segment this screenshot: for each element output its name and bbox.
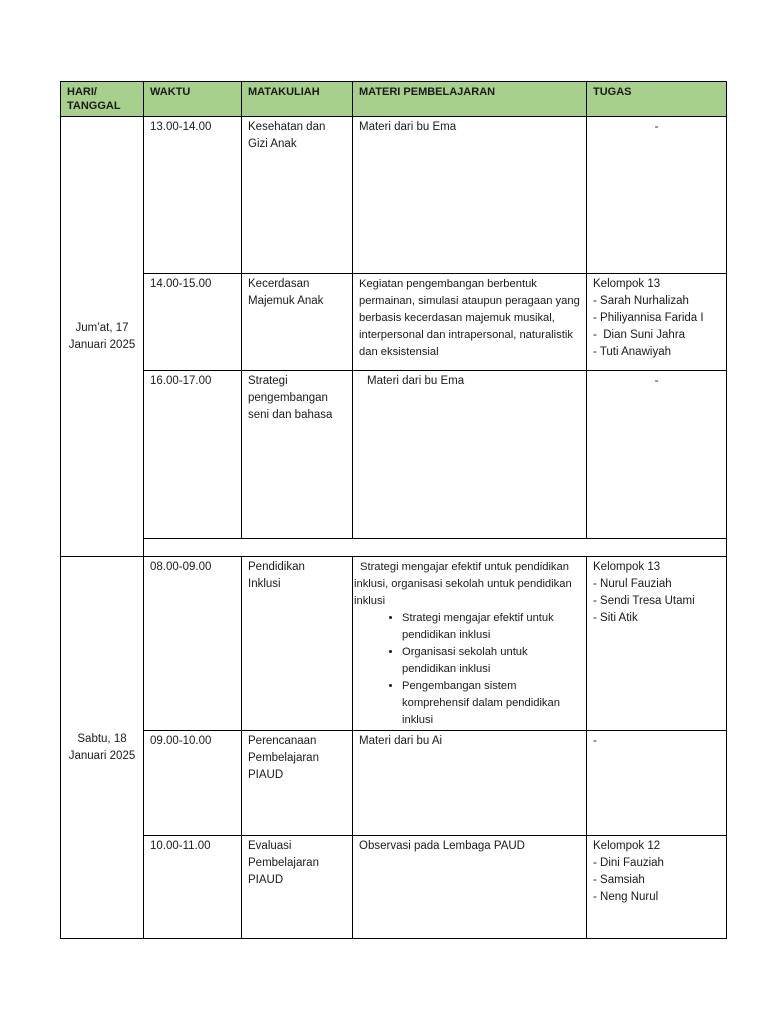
table-row-time (143, 556, 242, 731)
day-label-friday: Jum’at, 17 Januari 2025 (68, 321, 136, 351)
task-title: - (654, 375, 659, 387)
table-row-course (241, 370, 353, 539)
task-member: - Philiyannisa Farida I (593, 312, 704, 324)
task-member: - Sarah Nurhalizah (593, 295, 689, 307)
header-day (60, 81, 144, 117)
task-member: - Tuti Anawiyah (593, 346, 671, 358)
task-member: - Dian Suni Jahra (593, 329, 686, 341)
header-task (586, 81, 727, 117)
table-row-task (586, 730, 727, 836)
table-row-task (586, 556, 727, 731)
spacer-row (143, 538, 727, 557)
table-row-time (143, 730, 242, 836)
course-text: Pendidikan Inklusi (248, 561, 305, 590)
table-row-course (241, 835, 353, 939)
course-text: Kecerdasan Majemuk Anak (248, 278, 324, 307)
material-bullet-list (354, 610, 584, 729)
course-text: Evaluasi Pembelajaran PIAUD (248, 840, 319, 886)
table-row-time (143, 116, 242, 274)
task-title: - (654, 121, 659, 133)
header-course (241, 81, 353, 117)
day-cell-saturday (60, 556, 144, 939)
table-row-task (586, 835, 727, 939)
task-title: Kelompok 13 (593, 561, 661, 573)
task-member: - Nurul Fauziah (593, 578, 672, 590)
day-label-saturday: Sabtu, 18 Januari 2025 (68, 732, 136, 762)
list-item: • Pengembangan sistem komprehensif dalam pendidikan inklusi (402, 678, 584, 729)
table-row-material (352, 273, 587, 371)
material-text: Kegiatan pengembangan berbentuk permainan, simulasi ataupun peragaan yang berbasis kecerdasan majemuk musikal, interpersonal dan intrapersonal, naturalistik dan eksistensial (359, 278, 580, 358)
header-material (352, 81, 587, 117)
table-row-course (241, 273, 353, 371)
time-text: 14.00-15.00 (150, 278, 212, 290)
table-row-material (352, 730, 587, 836)
table-row-task (586, 273, 727, 371)
list-item: • Strategi mengajar efektif untuk pendidikan inklusi (402, 610, 584, 644)
time-text: 16.00-17.00 (150, 375, 212, 387)
table-row-time (143, 370, 242, 539)
header-course-label: MATAKULIAH (248, 86, 320, 98)
material-text: Materi dari bu Ai (359, 735, 443, 747)
task-member: - Sendi Tresa Utami (593, 595, 695, 607)
table-row-material (352, 835, 587, 939)
course-text: Kesehatan dan Gizi Anak (248, 121, 326, 150)
table-row-course (241, 116, 353, 274)
task-member: - Dini Fauziah (593, 857, 664, 869)
task-title: - (593, 735, 597, 747)
task-member: - Neng Nurul (593, 891, 659, 903)
task-title: Kelompok 12 (593, 840, 661, 852)
table-row-task (586, 370, 727, 539)
table-row-material (352, 556, 587, 731)
table-row-course (241, 556, 353, 731)
time-text: 08.00-09.00 (150, 561, 212, 573)
time-text: 09.00-10.00 (150, 735, 212, 747)
table-row-task (586, 116, 727, 274)
header-time (143, 81, 242, 117)
table-row-time (143, 835, 242, 939)
task-member: - Siti Atik (593, 612, 638, 624)
material-text: Materi dari bu Ema (359, 121, 457, 133)
material-text: Materi dari bu Ema (367, 375, 465, 387)
material-text: Strategi mengajar efektif untuk pendidikan inklusi, organisasi sekolah untuk pendidikan inklusi (354, 561, 572, 607)
material-text: Observasi pada Lembaga PAUD (359, 840, 525, 852)
table-row-time (143, 273, 242, 371)
table-row-material (352, 370, 587, 539)
table-row-course (241, 730, 353, 836)
day-cell-friday (60, 116, 144, 557)
course-text: Perencanaan Pembelajaran PIAUD (248, 735, 319, 781)
course-text: Strategi pengembangan seni dan bahasa (248, 375, 333, 421)
header-day-label: HARI/ TANGGAL (67, 86, 121, 112)
task-title: Kelompok 13 (593, 278, 661, 290)
task-member: - Samsiah (593, 874, 645, 886)
list-item: • Organisasi sekolah untuk pendidikan inklusi (402, 644, 584, 678)
time-text: 10.00-11.00 (150, 840, 211, 852)
header-task-label: TUGAS (593, 86, 632, 98)
time-text: 13.00-14.00 (150, 121, 212, 133)
header-time-label: WAKTU (150, 86, 191, 98)
table-row-material (352, 116, 587, 274)
header-material-label: MATERI PEMBELAJARAN (359, 86, 496, 98)
